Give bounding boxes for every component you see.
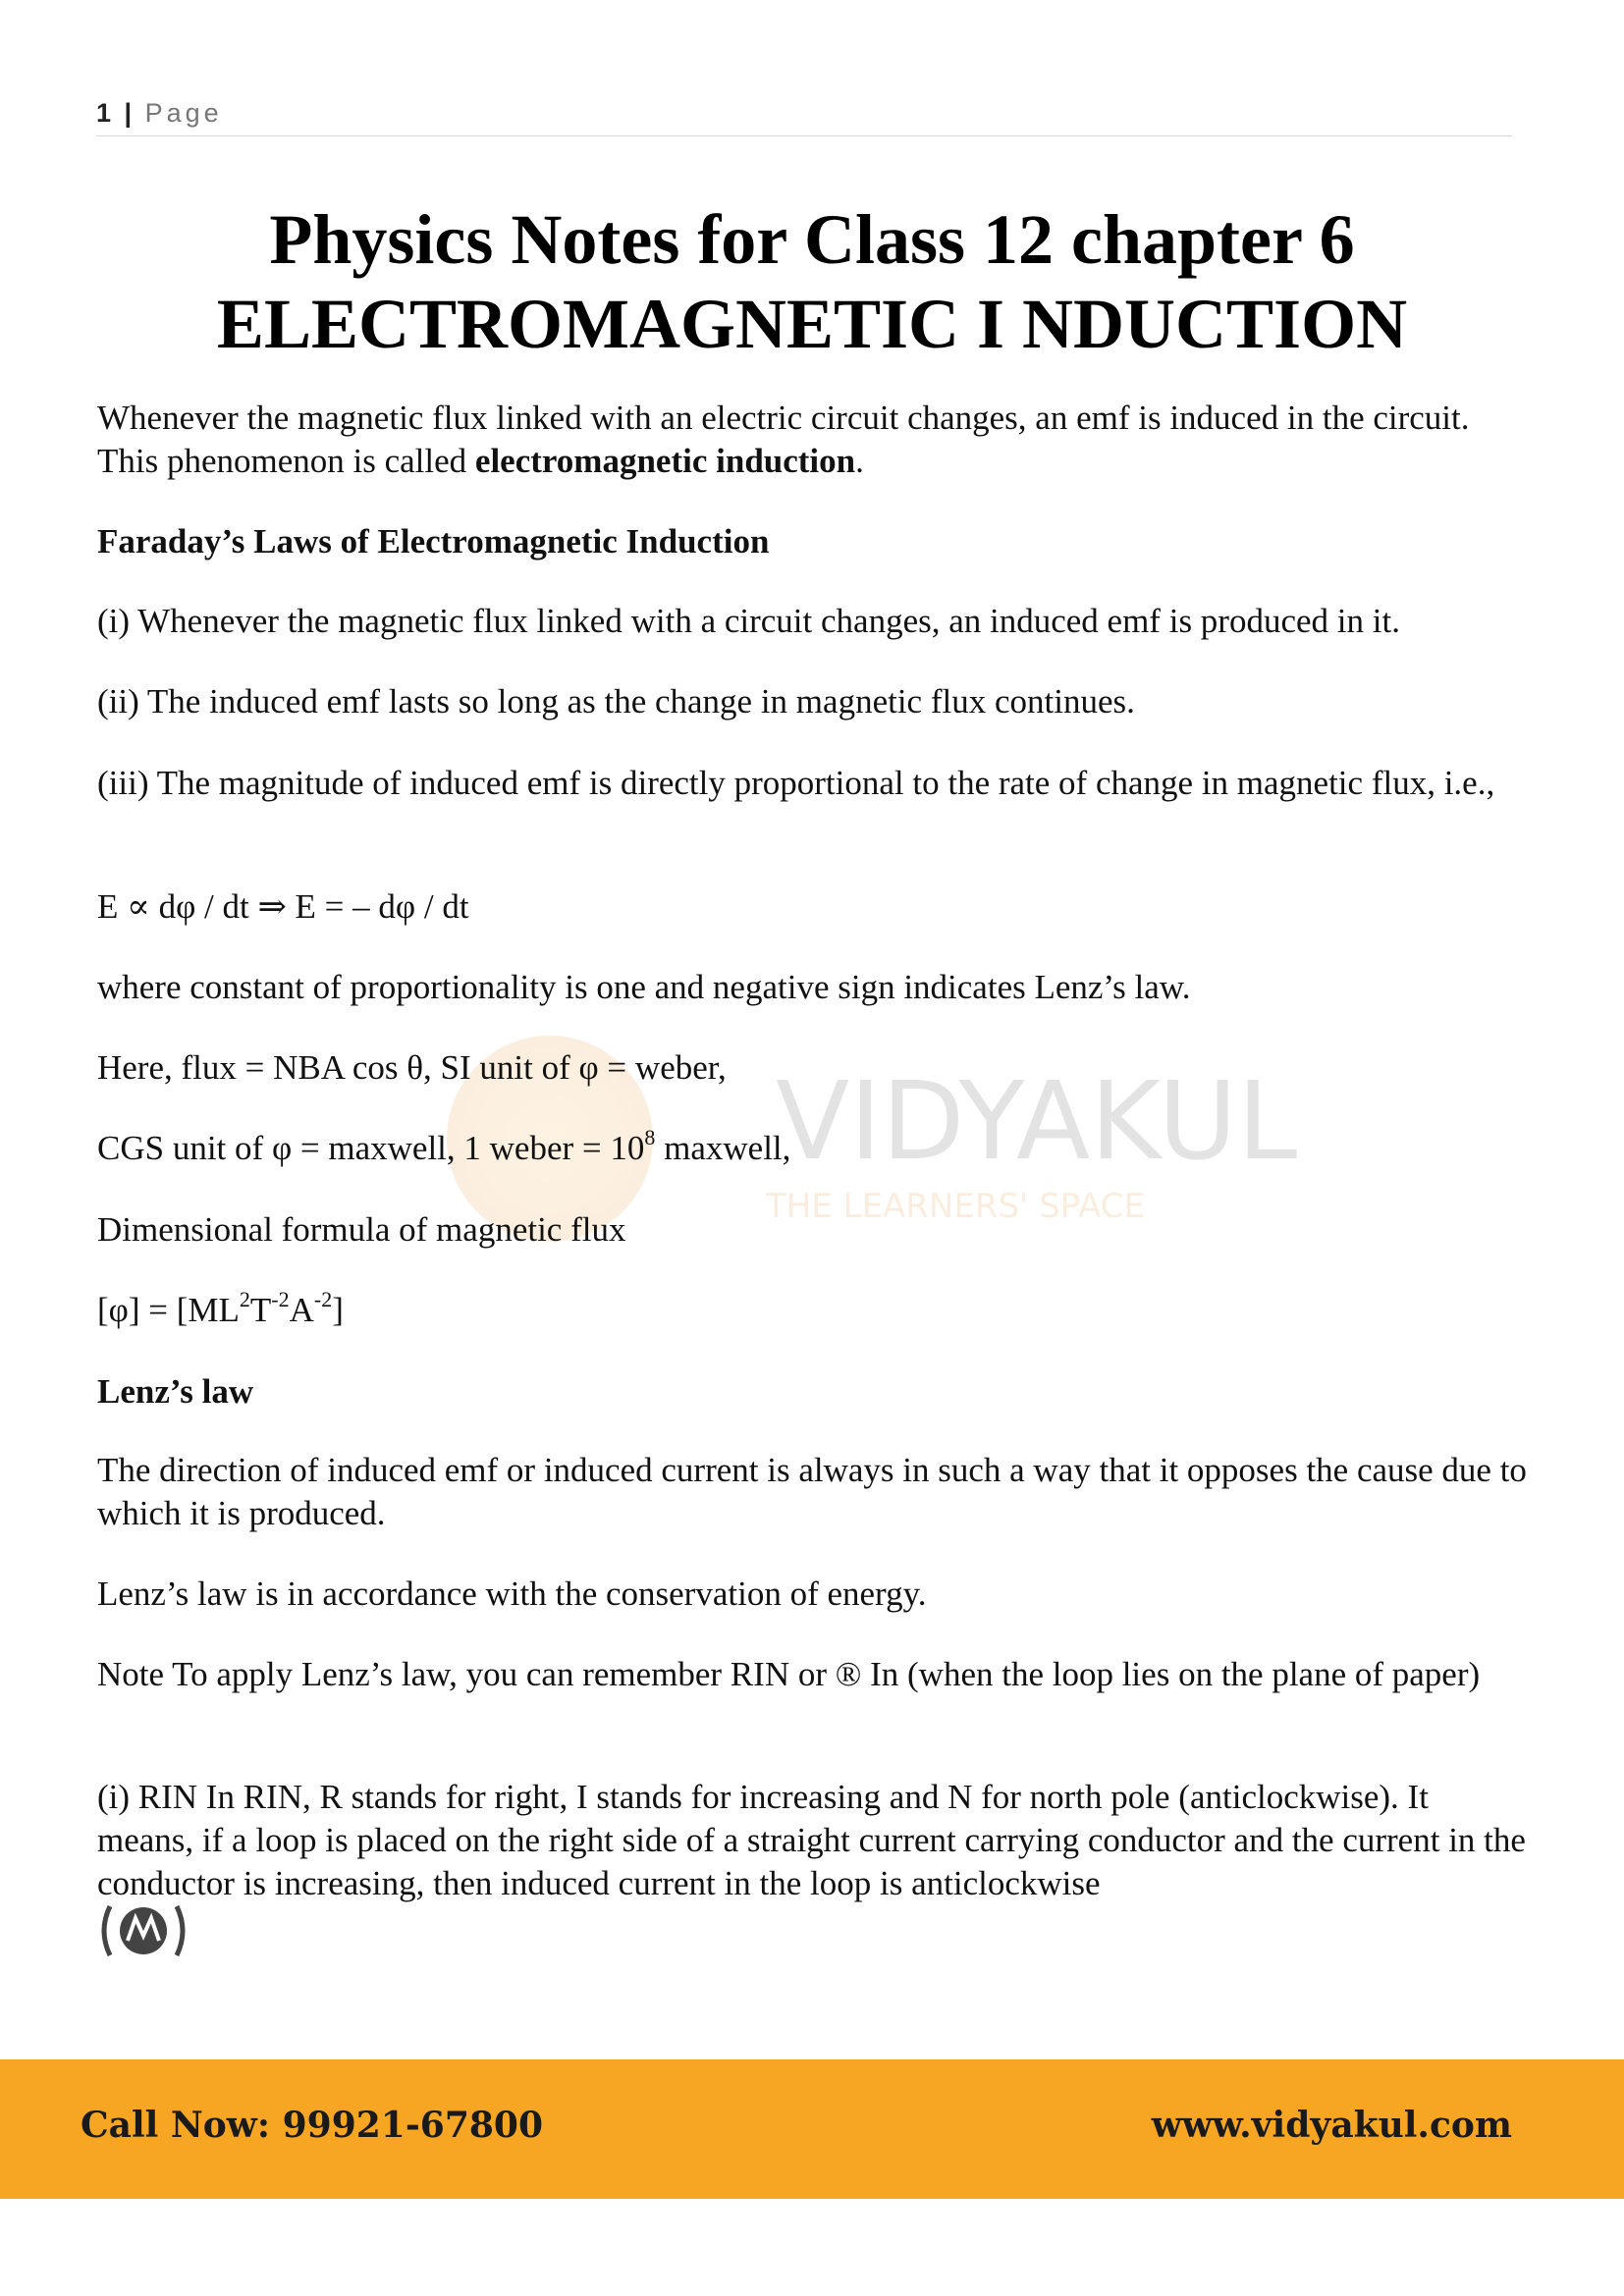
cgs-text: CGS unit of φ = maxwell, 1 weber = 10 <box>97 1129 645 1167</box>
dimensional-formula <box>97 1289 1531 1332</box>
cgs-unit <box>97 1127 1531 1170</box>
lenz-paragraph-2: Lenz’s law is in accordance with the conservation of energy. <box>97 1575 927 1613</box>
dim-part-1: [φ] = [ML <box>97 1291 240 1329</box>
footer-bar <box>0 2059 1624 2199</box>
dim-exp-2: -2 <box>271 1287 290 1312</box>
watermark-brand: VIDYAKUL <box>776 1058 1298 1184</box>
faraday-heading: Faraday’s Laws of Electromagnetic Induction <box>97 522 770 561</box>
faraday-law-3: (iii) The magnitude of induced emf is directly proportional to the rate of change in magnetic flux, i.e., <box>97 764 1495 802</box>
intro-bold-term: electromagnetic induction <box>474 442 856 480</box>
lenz-note: Note To apply Lenz’s law, you can remember RIN or ® In (when the loop lies on the plane of paper) <box>97 1655 1481 1693</box>
dimensional-label: Dimensional formula of magnetic flux <box>97 1210 626 1249</box>
page-separator: | <box>124 98 135 128</box>
page-label: Page <box>144 98 223 128</box>
dim-close: ] <box>332 1291 344 1329</box>
title-line-1: Physics Notes for Class 12 chapter 6 <box>269 200 1355 279</box>
vidyakul-small-logo-icon <box>96 1896 190 1965</box>
faraday-law-2: (ii) The induced emf lasts so long as the change in magnetic flux continues. <box>97 682 1135 721</box>
dim-part-3: A <box>289 1291 314 1329</box>
intro-period: . <box>855 442 864 480</box>
dim-part-2: T <box>249 1291 272 1329</box>
lenz-heading: Lenz’s law <box>97 1372 254 1411</box>
intro-text: Whenever the magnetic flux linked with an electric circuit changes, an emf is induced in the circuit. This phenomenon is called <box>97 399 1470 480</box>
dim-exp-3: -2 <box>313 1287 333 1312</box>
proportionality-explanation: where constant of proportionality is one and negative sign indicates Lenz’s law. <box>97 968 1191 1006</box>
dim-exp-1: 2 <box>239 1287 250 1312</box>
lenz-paragraph-1: The direction of induced emf or induced current is always in such a way that it opposes the cause due to which it is produced. <box>97 1451 1527 1532</box>
intro-paragraph <box>97 397 1531 483</box>
title-line-2: ELECTROMAGNETIC I NDUCTION <box>216 285 1408 363</box>
rin-rule: (i) RIN In RIN, R stands for right, I stands for increasing and N for north pole (anticlockwise). It means, if a loop is placed on the right side of a straight current carrying conductor and the current in the conductor is increasing, then induced current in the loop is anticlockwise <box>97 1778 1526 1902</box>
page-number: 1 <box>96 98 114 128</box>
flux-definition: Here, flux = NBA cos θ, SI unit of φ = weber, <box>97 1048 727 1087</box>
cgs-exponent: 8 <box>644 1125 656 1150</box>
footer-website[interactable]: www.vidyakul.com <box>1151 2105 1512 2146</box>
watermark-tagline: THE LEARNERS' SPACE <box>766 1187 1146 1226</box>
cgs-text-end: maxwell, <box>655 1129 791 1167</box>
page-number-header <box>96 98 223 129</box>
faraday-law-1: (i) Whenever the magnetic flux linked with a circuit changes, an induced emf is produced in it. <box>97 602 1400 640</box>
header-divider <box>96 135 1512 136</box>
emf-formula: E ∝ dφ / dt ⇒ E = – dφ / dt <box>97 887 469 926</box>
footer-call: Call Now: 99921-67800 <box>81 2105 544 2146</box>
